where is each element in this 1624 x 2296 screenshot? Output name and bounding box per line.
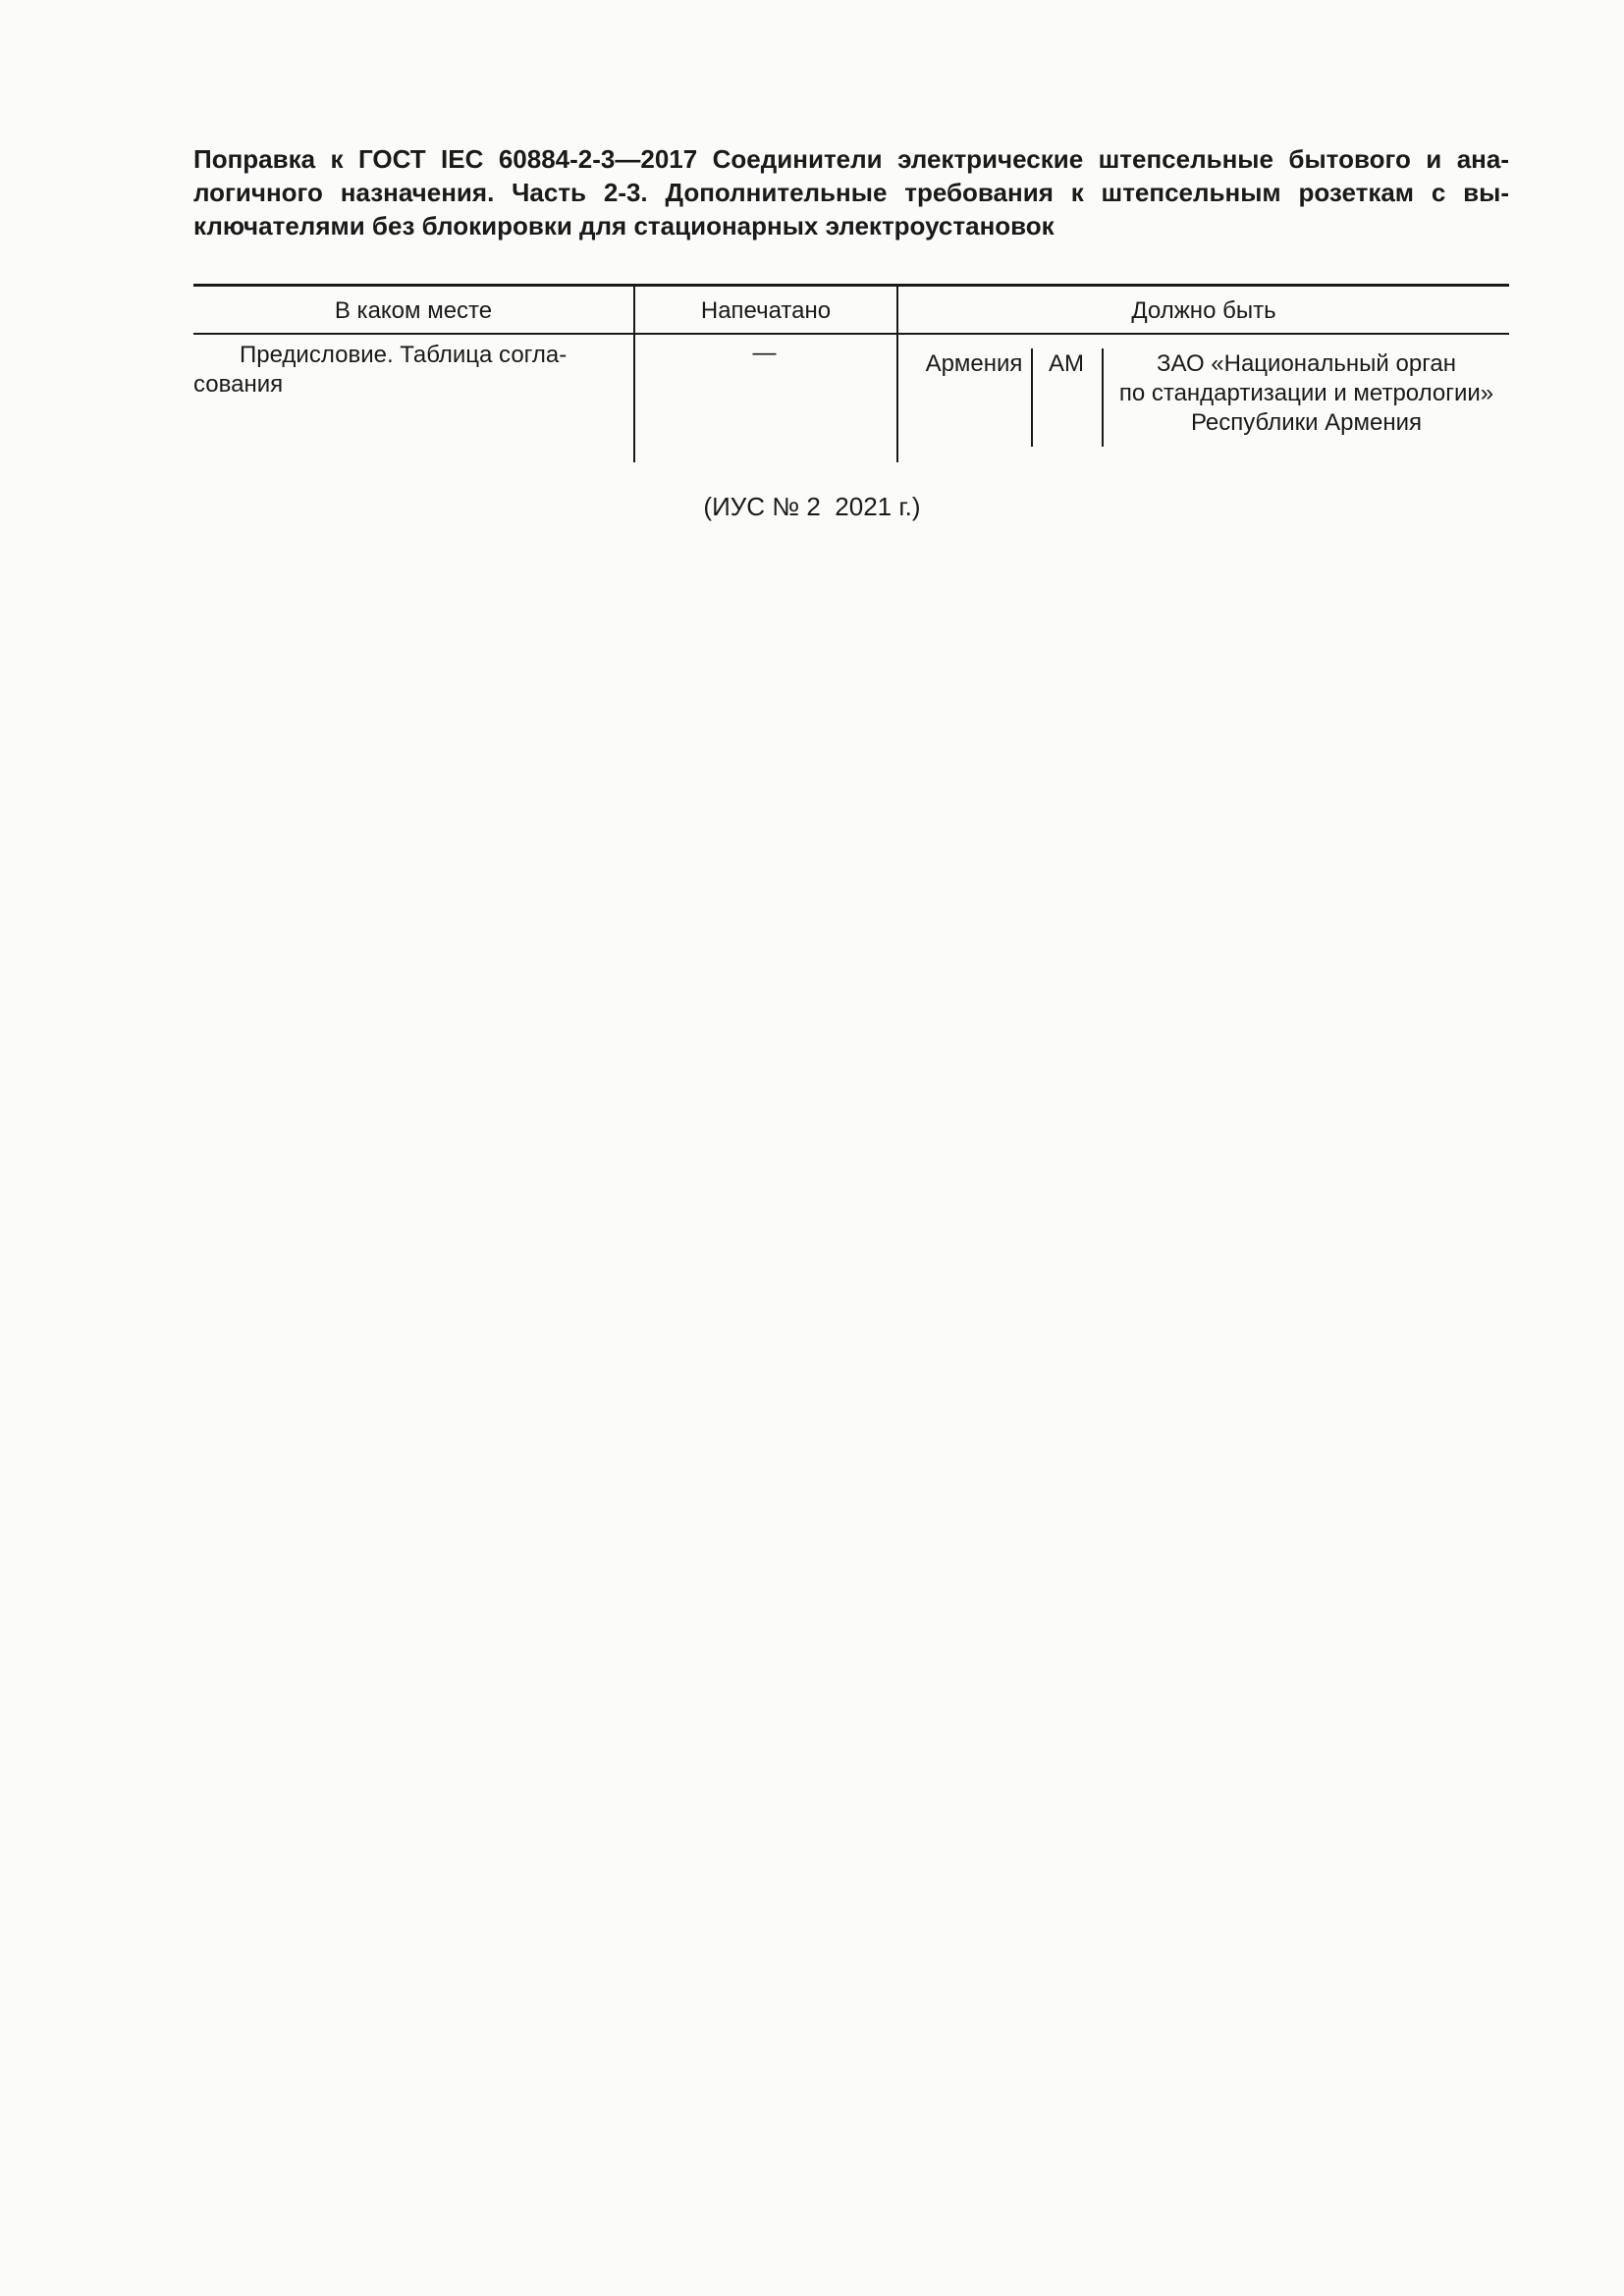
amendment-table [193, 284, 1509, 462]
org-line-3: Республики Армения [1190, 409, 1423, 436]
ius-reference: (ИУС № 2 2021 г.) [703, 492, 921, 521]
cell-place-line-2: сования [193, 371, 284, 398]
cell-printed: — [752, 340, 777, 366]
cell-place-line-1: Предисловие. Таблица согла- [240, 342, 568, 368]
table-header-rule [193, 333, 1509, 335]
cell-country-code: AM [1049, 350, 1084, 377]
cell-place [193, 341, 616, 400]
header-printed: Напечатано [700, 297, 832, 324]
header-place: В каком месте [334, 297, 493, 324]
org-line-1: ЗАО «Национальный орган [1156, 350, 1457, 377]
cell-organization [1104, 349, 1509, 438]
title-line-1: Поправка к ГОСТ IEC 60884-2-3—2017 Соединители электрические штепсельные бытового и ана- [193, 144, 1509, 174]
header-should-be: Должно быть [1131, 297, 1276, 324]
cell-country: Армения [925, 350, 1023, 377]
table-top-rule [193, 284, 1509, 287]
title-line-3: ключателями без блокировки для стационарных электроустановок [193, 211, 1055, 240]
org-line-2: по стандартизации и метрологии» [1118, 380, 1494, 406]
amendment-title [193, 142, 1509, 242]
title-line-2: логичного назначения. Часть 2-3. Дополнительные требования к штепсельным розеткам с вы- [193, 178, 1509, 207]
